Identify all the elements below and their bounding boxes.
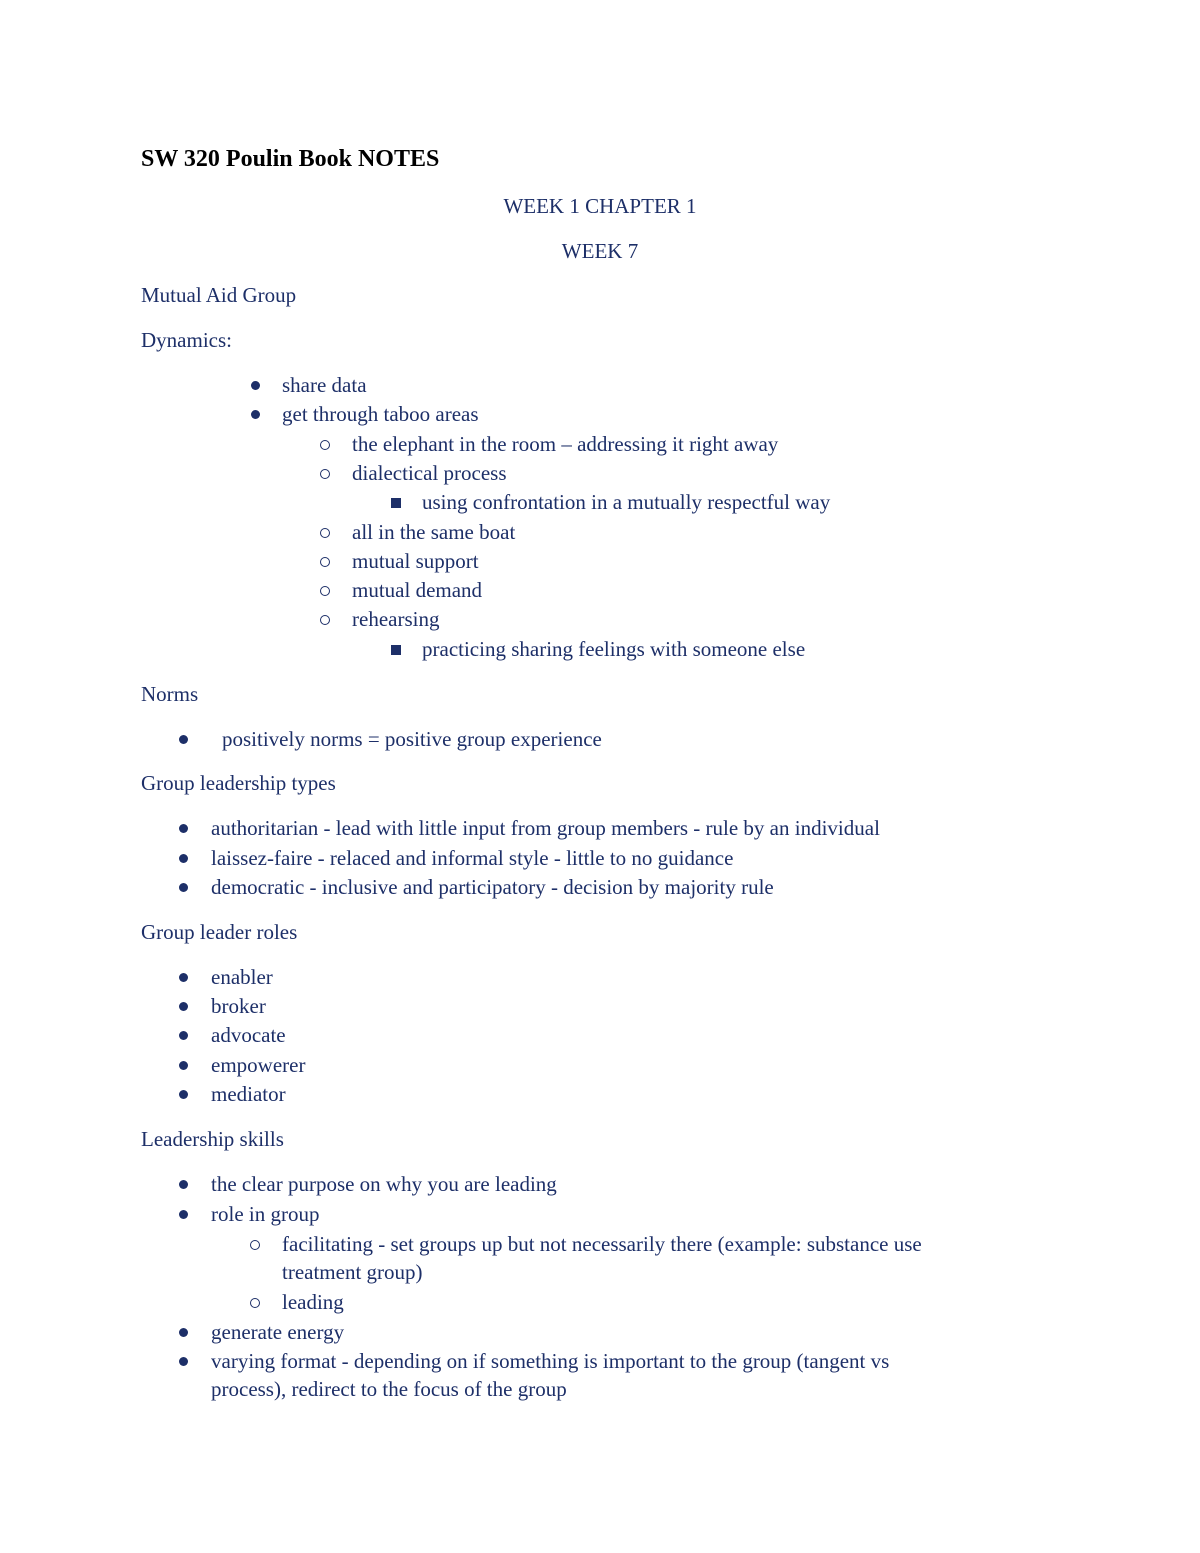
bullet-icon	[251, 381, 260, 390]
list-item: positively norms = positive group experience	[222, 727, 602, 751]
leadership-skills-heading: Leadership skills	[141, 1127, 284, 1151]
list-item: mutual support	[352, 549, 479, 573]
list-item: advocate	[211, 1023, 286, 1047]
list-item: varying format - depending on if something is important to the group (tangent vs	[211, 1349, 890, 1373]
mutual-aid-heading: Mutual Aid Group	[141, 283, 297, 307]
week-7-heading: WEEK 7	[561, 239, 639, 263]
list-item: facilitating - set groups up but not necessarily there (example: substance use	[282, 1232, 922, 1256]
list-item: generate energy	[211, 1320, 345, 1344]
list-item: practicing sharing feelings with someone else	[422, 637, 806, 661]
bullet-icon	[179, 824, 188, 833]
list-item-continuation: treatment group)	[282, 1260, 423, 1284]
circle-bullet-icon	[320, 528, 330, 538]
bullet-icon	[179, 735, 188, 744]
square-bullet-icon	[391, 645, 401, 655]
circle-bullet-icon	[250, 1240, 260, 1250]
bullet-icon	[179, 1090, 188, 1099]
list-item: using confrontation in a mutually respectful way	[422, 490, 831, 514]
bullet-icon	[179, 973, 188, 982]
bullet-icon	[179, 1357, 188, 1366]
dynamics-heading: Dynamics:	[141, 328, 232, 352]
norms-heading: Norms	[141, 682, 199, 706]
list-item: democratic - inclusive and participatory - decision by majority rule	[211, 875, 774, 899]
list-item: all in the same boat	[352, 520, 516, 544]
list-item: enabler	[211, 965, 273, 989]
bullet-icon	[179, 1180, 188, 1189]
leader-roles-heading: Group leader roles	[141, 920, 298, 944]
list-item-continuation: process), redirect to the focus of the group	[211, 1377, 567, 1401]
list-item: authoritarian - lead with little input from group members - rule by an individual	[211, 816, 880, 840]
list-item: share data	[282, 373, 367, 397]
list-item: leading	[282, 1290, 344, 1314]
square-bullet-icon	[391, 498, 401, 508]
circle-bullet-icon	[250, 1298, 260, 1308]
list-item: broker	[211, 994, 266, 1018]
week-1-heading: WEEK 1 CHAPTER 1	[503, 194, 697, 218]
list-item: laissez-faire - relaced and informal style - little to no guidance	[211, 846, 734, 870]
bullet-icon	[179, 1061, 188, 1070]
bullet-icon	[179, 1002, 188, 1011]
circle-bullet-icon	[320, 440, 330, 450]
circle-bullet-icon	[320, 586, 330, 596]
page-title: SW 320 Poulin Book NOTES	[141, 146, 440, 172]
circle-bullet-icon	[320, 615, 330, 625]
list-item: empowerer	[211, 1053, 306, 1077]
list-item: mediator	[211, 1082, 286, 1106]
bullet-icon	[179, 1210, 188, 1219]
list-item: the clear purpose on why you are leading	[211, 1172, 557, 1196]
list-item: role in group	[211, 1202, 320, 1226]
circle-bullet-icon	[320, 469, 330, 479]
leadership-types-heading: Group leadership types	[141, 771, 336, 795]
list-item: dialectical process	[352, 461, 507, 485]
list-item: the elephant in the room – addressing it right away	[352, 432, 779, 456]
bullet-icon	[179, 1031, 188, 1040]
bullet-icon	[251, 410, 260, 419]
bullet-icon	[179, 1328, 188, 1337]
list-item: rehearsing	[352, 607, 440, 631]
circle-bullet-icon	[320, 557, 330, 567]
list-item: mutual demand	[352, 578, 483, 602]
bullet-icon	[179, 883, 188, 892]
list-item: get through taboo areas	[282, 402, 479, 426]
bullet-icon	[179, 854, 188, 863]
